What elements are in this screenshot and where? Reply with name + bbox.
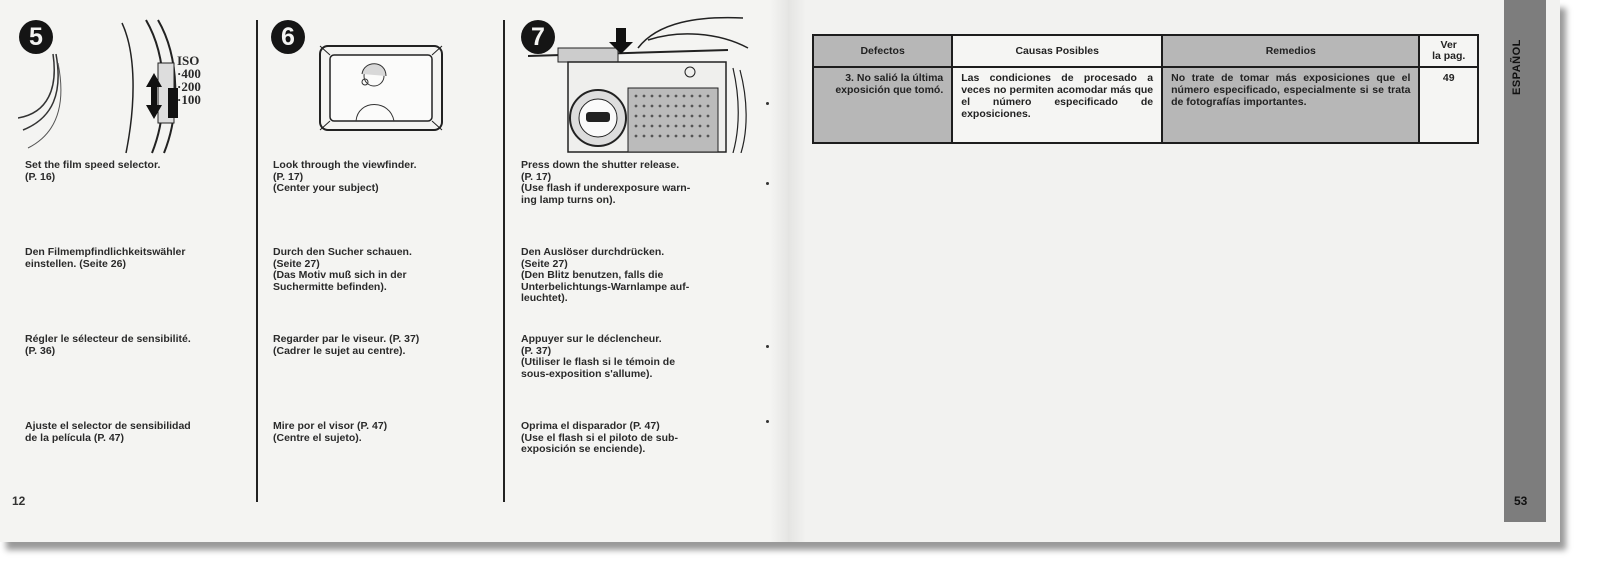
iso-400-label: ·400 [177,66,201,81]
right-page-number: 53 [1514,494,1528,508]
film-speed-dial-illustration [18,18,248,158]
text-line: (Seite 27) [521,257,568,270]
iso-label: ISO [177,53,200,68]
text-line: Mire por el visor (P. 47) [273,420,388,432]
text-line: Set the film speed selector. [25,159,161,171]
step-6-spanish [273,421,493,444]
text-line: (Use el flash si el piloto de sub- [521,431,678,444]
step-number-6: 6 [271,20,305,54]
text-line: (P. 17) [273,170,304,183]
step-number-5: 5 [19,20,53,54]
troubleshooting-table [812,34,1479,144]
text-line: Appuyer sur le déclencheur. [521,333,662,345]
text-line: (Center your subject) [273,182,379,194]
step-number-7: 7 [521,20,555,54]
margin-dot [766,102,769,105]
step-5-german [25,247,245,270]
text-line: Look through the viewfinder. [273,159,417,171]
header-defectos: Defectos [813,35,952,67]
cell-remedios: No trate de tomar más exposiciones que el número especificado, especialmente si se trata de fotografías importantes. [1162,67,1419,143]
book-gutter [770,0,806,542]
step-7-french [521,334,737,380]
margin-dot [766,420,769,423]
step-6-german [273,247,489,293]
text-line: (P. 16) [25,170,56,183]
iso-200-label: ·200 [177,79,201,94]
text-line: (Cadrer le sujet au centre). [273,344,406,357]
iso-scale-labels [177,54,201,106]
column-divider [256,20,258,502]
text-line: Press down the shutter release. [521,159,680,171]
header-causas: Causas Posibles [952,35,1162,67]
text-line: de la película (P. 47) [25,431,125,444]
text-line: (P. 36) [25,344,56,357]
header-remedios: Remedios [1162,35,1419,67]
text-line: (P. 17) [521,170,552,183]
text-line: Durch den Sucher schauen. [273,246,412,258]
text-line: (Den Blitz benutzen, falls die [521,269,664,281]
text-line: einstellen. (Seite 26) [25,257,126,270]
text-line: (Seite 27) [273,257,320,270]
cell-pagina: 49 [1419,67,1478,143]
text-line: exposición se enciende). [521,443,646,455]
text-line: (Das Motiv muß sich in der [273,269,407,281]
cell-defecto: 3. No salió la última exposición que tomó. [813,67,952,143]
step-5-english [25,160,245,183]
text-line: Den Auslöser durchdrücken. [521,246,665,258]
step-7-german [521,247,737,305]
text-line: (P. 37) [521,344,552,357]
text-line: Den Filmempfindlichkeitswähler [25,246,186,258]
cell-causas: Las condiciones de procesado a veces no permiten acomodar más que el número especificado de exposiciones. [952,67,1162,143]
text-line: (Use flash if underexposure warn- [521,182,691,194]
text-line: Régler le sélecteur de sensibilité. [25,333,191,345]
text-line: leuchtet). [521,292,568,304]
iso-100-label: ·100 [177,92,201,107]
viewfinder-illustration [318,44,444,132]
text-line: ing lamp turns on). [521,193,616,206]
column-divider [503,20,505,502]
margin-dot [766,182,769,185]
text-line: Suchermitte befinden). [273,280,387,293]
text-line: Oprima el disparador (P. 47) [521,420,660,432]
step-6-french [273,334,493,357]
header-ver-pag: Ver la pag. [1419,35,1478,67]
text-line: sous-exposition s'allume). [521,367,653,380]
language-tab-label: ESPAÑOL [1511,39,1523,95]
text-line: Regarder par le viseur. (P. 37) [273,333,420,345]
text-line: Ajuste el selector de sensibilidad [25,420,191,432]
table-header-row [813,35,1478,67]
step-5-french [25,334,245,357]
text-line: (Centre el sujeto). [273,431,362,444]
table-row [813,67,1478,143]
text-line: Unterbelichtungs-Warnlampe auf- [521,280,690,293]
text-line: (Utiliser le flash si le témoin de [521,356,676,368]
step-7-spanish [521,421,737,456]
left-page-number: 12 [12,494,26,508]
step-7-english [521,160,737,206]
step-6-english [273,160,493,195]
step-5-spanish [25,421,245,444]
shutter-release-illustration [528,8,753,153]
margin-dot [766,345,769,348]
